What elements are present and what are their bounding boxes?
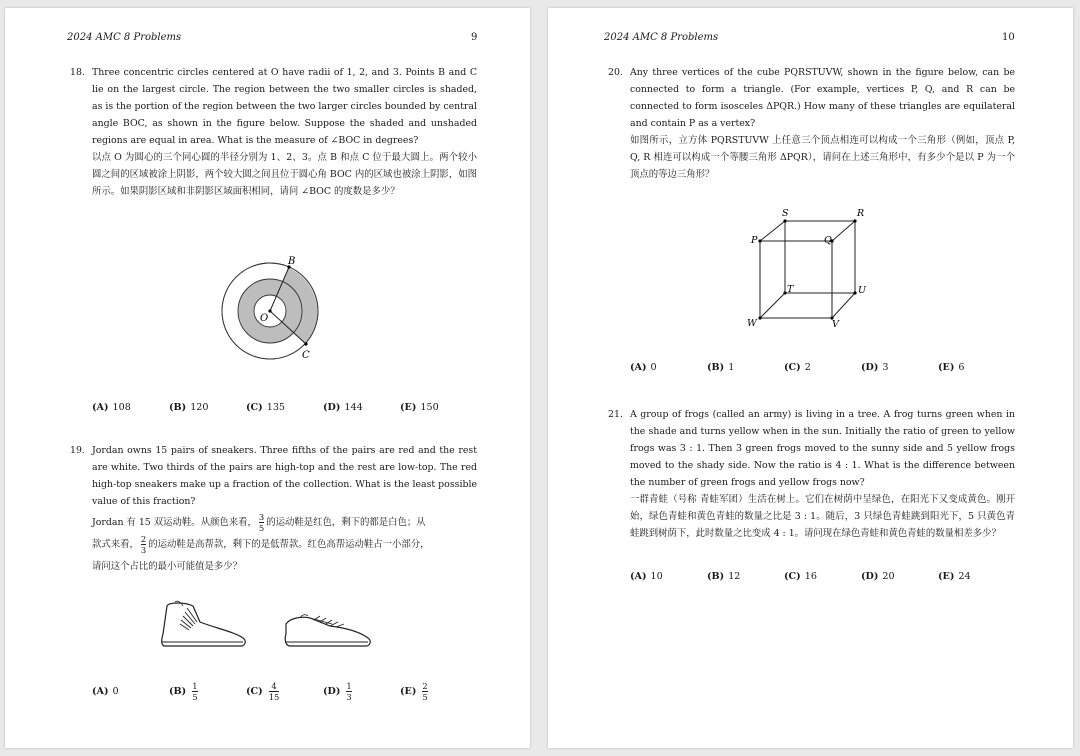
problem-text-en: Three concentric circles centered at O have radii of 1, 2, and 3. Points B and C lie on the largest circle. The region between the two smaller circles is shaded, as is the portion of the region between the two larger circles bounded by central angle BOC, as shown in the figure below. Suppose the shaded and unshaded regions are equal in area. What is the measure of ∠BOC in degrees? bbox=[92, 67, 477, 146]
choice-c[interactable]: (C) $\frac{4}{15}$ bbox=[246, 680, 280, 702]
vertex-label-w: W bbox=[747, 318, 757, 329]
choice-e[interactable]: (E) 24 bbox=[938, 570, 971, 582]
page-header-title: 2024 AMC 8 Problems bbox=[604, 32, 719, 43]
page-number: 10 bbox=[1002, 32, 1015, 43]
choice-d[interactable]: (D) 144 bbox=[323, 401, 363, 413]
vertex-label-q: Q bbox=[824, 235, 832, 246]
problem-number: 20. bbox=[608, 67, 623, 78]
choice-a[interactable]: (A) 10 bbox=[630, 570, 663, 582]
problem-text-zh: 如图所示，立方体 PQRSTUVW 上任意三个顶点相连可以构成一个三角形（例如，顶点 P, Q, R 相连可以构成一个等腰三角形 ΔPQR），请问在上述三角形中，有多少个是以 P 为一个顶点的等边三角形？ bbox=[630, 135, 1015, 180]
vertex-label-p: P bbox=[751, 235, 758, 246]
answer-choices-21 bbox=[630, 569, 998, 583]
problem-text-en: Any three vertices of the cube PQRSTUVW, shown in the figure below, can be connected to form a triangle. (For example, vertices P, Q, and R can be connected to form isosceles ΔPQR.) How many of these triangles are equilateral and contain P as a vertex? bbox=[630, 67, 1015, 129]
choice-b[interactable]: (B) 1 bbox=[707, 361, 735, 373]
fraction-3-5: $\frac{3}{5}$ bbox=[258, 512, 265, 533]
problem-number: 21. bbox=[608, 409, 623, 420]
choice-b[interactable]: (B) $\frac{1}{5}$ bbox=[169, 680, 198, 702]
choice-e[interactable]: (E) 6 bbox=[938, 361, 965, 373]
problem-21 bbox=[608, 406, 1015, 542]
vertex-label-t: T bbox=[787, 284, 794, 295]
low-top-sneaker-icon bbox=[280, 606, 380, 652]
answer-choices-18 bbox=[92, 400, 460, 414]
choice-a[interactable]: (A) 108 bbox=[92, 401, 131, 413]
problem-18 bbox=[70, 64, 477, 200]
vertex-label-v: V bbox=[832, 319, 839, 330]
problem-20 bbox=[608, 64, 1015, 183]
choice-a[interactable]: (A) 0 bbox=[630, 361, 657, 373]
choice-c[interactable]: (C) 135 bbox=[246, 401, 286, 413]
choice-e[interactable]: (E) $\frac{2}{5}$ bbox=[400, 680, 428, 702]
page-9 bbox=[5, 8, 530, 748]
problem-text-en: Jordan owns 15 pairs of sneakers. Three fifths of the pairs are red and the rest are white. Two thirds of the pairs are high-top and the rest are low-top. The red high-top sneakers make up a fraction of the collection. What is the least possible value of this fraction? bbox=[92, 445, 477, 507]
page-10 bbox=[548, 8, 1073, 748]
point-label-o: O bbox=[260, 313, 269, 324]
high-top-sneaker-icon bbox=[155, 596, 255, 654]
point-label-b: B bbox=[288, 256, 296, 267]
problem-text-zh: Jordan 有 15 双运动鞋。从颜色来看， $\frac{3}{5}$ 的运动鞋是红色，剩下的都是白色；从 款式来看， $\frac{2}{3}$ 的运动鞋是高帮款，剩下的是低帮款。红色高帮运动鞋占一小部分， 请问这个占比的最小可能值是多少？ bbox=[92, 512, 430, 572]
answer-choices-20 bbox=[630, 360, 998, 374]
choice-d[interactable]: (D) 20 bbox=[861, 570, 895, 582]
problem-text-zh: 以点 O 为圆心的三个同心圆的半径分别为 1、2、3。点 B 和点 C 位于最大圆上。两个较小圆之间的区域被涂上阴影，两个较大圆之间且位于圆心角 BOC 内的区域也被涂上阴影，如图所示。如果阴影区域和非阴影区域面积相同，请问 ∠BOC 的度数是多少？ bbox=[92, 152, 477, 197]
problem-number: 18. bbox=[70, 67, 85, 78]
choice-a[interactable]: (A) 0 bbox=[92, 685, 119, 697]
problem-19 bbox=[70, 442, 477, 578]
choice-b[interactable]: (B) 12 bbox=[707, 570, 741, 582]
page-header-title: 2024 AMC 8 Problems bbox=[67, 32, 182, 43]
point-label-c: C bbox=[302, 350, 310, 361]
vertex-label-r: R bbox=[857, 208, 865, 219]
choice-d[interactable]: (D) $\frac{1}{3}$ bbox=[323, 680, 352, 702]
vertex-label-s: S bbox=[782, 208, 789, 219]
answer-choices-19 bbox=[92, 678, 460, 704]
vertex-label-u: U bbox=[858, 285, 867, 296]
page-number: 9 bbox=[471, 32, 478, 43]
concentric-circles-figure bbox=[210, 248, 340, 378]
choice-e[interactable]: (E) 150 bbox=[400, 401, 439, 413]
choice-c[interactable]: (C) 2 bbox=[784, 361, 811, 373]
cube-figure bbox=[733, 203, 873, 333]
problem-number: 19. bbox=[70, 445, 85, 456]
choice-d[interactable]: (D) 3 bbox=[861, 361, 889, 373]
problem-text-en: A group of frogs (called an army) is living in a tree. A frog turns green when in the shade and turns yellow when in the sun. Initially the ratio of green to yellow frogs was 3 : 1. Then 3 green frogs moved to the sunny side and 5 yellow frogs moved to the shady side. Now the ratio is 4 : 1. What is the difference between the number of green frogs and yellow frogs now? bbox=[630, 409, 1015, 488]
choice-b[interactable]: (B) 120 bbox=[169, 401, 209, 413]
fraction-2-3: $\frac{2}{3}$ bbox=[140, 534, 147, 555]
problem-text-zh: 一群青蛙（号称 青蛙军团）生活在树上。它们在树荫中呈绿色，在阳光下又变成黄色。刚开始，绿色青蛙和黄色青蛙的数量之比是 3 : 1。随后，3 只绿色青蛙跳到阳光下，5 只黄色青蛙跳到树荫下，此时数量之比变成 4 : 1。请问现在绿色青蛙和黄色青蛙的数量相差多少？ bbox=[630, 494, 1015, 539]
choice-c[interactable]: (C) 16 bbox=[784, 570, 817, 582]
